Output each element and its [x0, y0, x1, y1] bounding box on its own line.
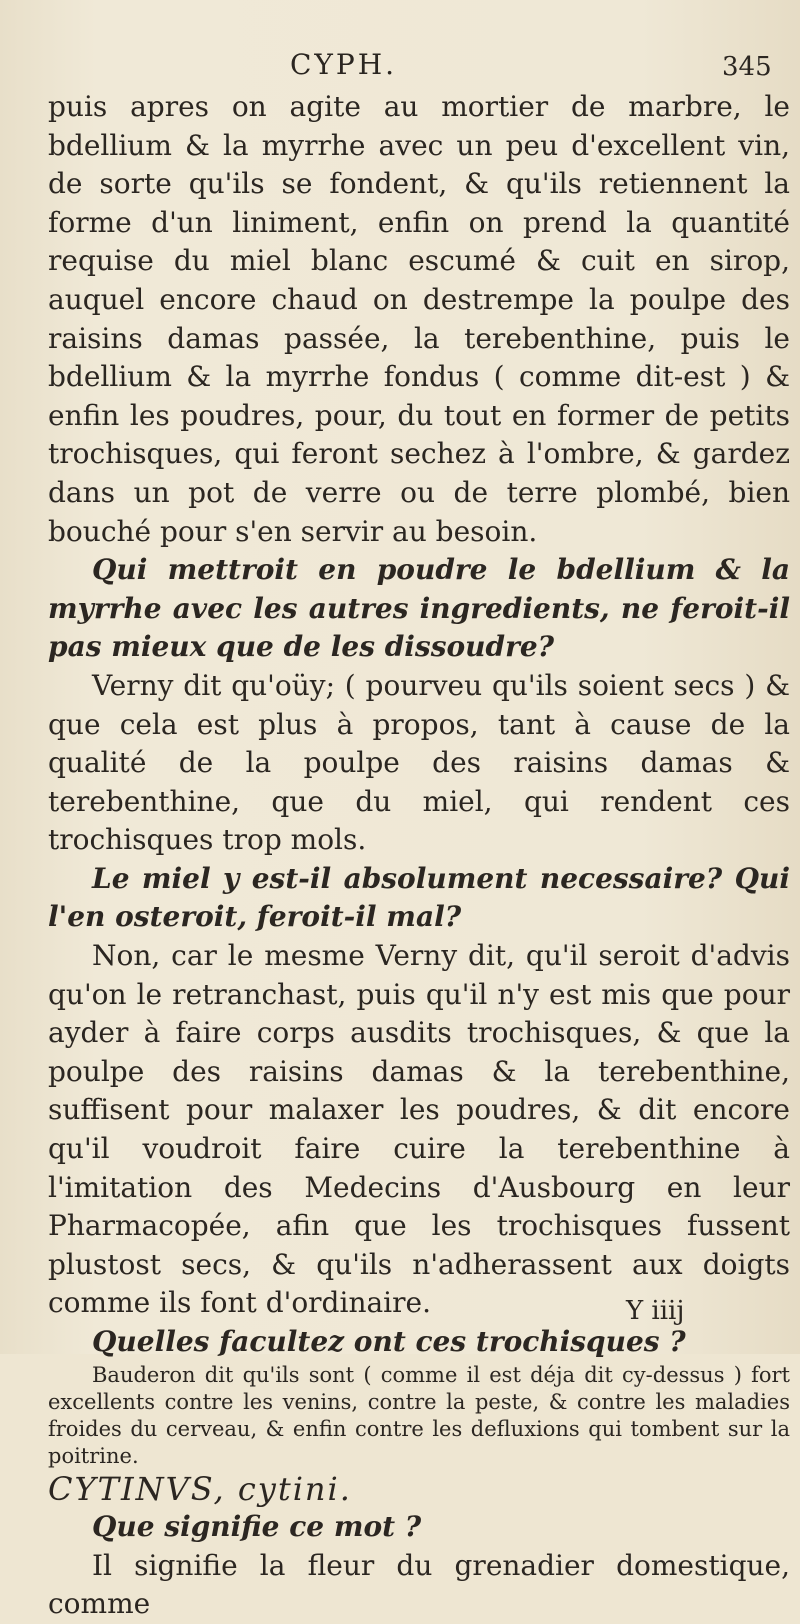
question-bdellium: Qui mettroit en poudre le bdellium & la myrrhe avec les autres ingredients, ne feroit-il pas mieux que de les dissoudre? — [48, 553, 790, 664]
running-head: CYPH. — [290, 48, 398, 81]
page-number: 345 — [722, 52, 772, 82]
answer-bauderon: Bauderon dit qu'ils sont ( comme il est déja dit cy-dessus ) fort excellents contre les venins, contre la peste, & contre les maladies froides du cerveau, & enfin contre les defluxions qui tombent sur la poitrine. — [48, 1362, 790, 1468]
page-header — [0, 48, 800, 88]
entry-heading-cytinus: CYTINVS, cytini. — [48, 1469, 352, 1508]
question-facultez: Quelles facultez ont ces trochisques ? — [92, 1325, 686, 1358]
question-miel: Le miel y est-il absolument necessaire? Qui l'en osteroit, feroit-il mal? — [48, 861, 790, 934]
signature-mark: Y iiij — [626, 1296, 685, 1326]
page-body — [48, 88, 790, 1624]
paragraph-preparation: puis apres on agite au mortier de marbre, le bdellium & la myrrhe avec un peu d'excellent vin, de sorte qu'ils se fondent, & qu'ils retiennent la forme d'un liniment, enfin on prend la quantité requise du miel blanc escumé & cuit en sirop, auquel encore chaud on destrempe la poulpe des raisins damas passée, la terebenthine, puis le bdellium & la myrrhe fondus ( comme dit-est ) & enfin les poudres, pour, du tout en former de petits trochisques, qui feront sechez à l'ombre, & gardez dans un pot de verre ou de terre plombé, bien bouché pour s'en servir au besoin. — [48, 90, 790, 548]
answer-non: Non, car le mesme Verny dit, qu'il seroit d'advis qu'on le retranchast, puis qu'il n'y est mis que pour ayder à faire corps ausdits trochisques, & que la poulpe des raisins damas & la terebenthine, suffisent pour malaxer les poudres, & dit encore qu'il voudroit faire cuire la terebenthine à l'imitation des Medecins d'Ausbourg en leur Pharmacopée, afin que les trochisques fussent plustost secs, & qu'ils n'adherassent aux doigts comme ils font d'ordinaire. — [48, 939, 790, 1320]
answer-grenadier: Il signifie la fleur du grenadier domestique, comme — [48, 1548, 790, 1621]
answer-verny: Verny dit qu'oüy; ( pourveu qu'ils soient secs ) & que cela est plus à propos, tant à cause de la qualité de la poulpe des raisins damas & terebenthine, que du miel, qui rendent ces trochisques trop mols. — [48, 668, 790, 857]
question-signifie: Que signifie ce mot ? — [92, 1510, 422, 1544]
